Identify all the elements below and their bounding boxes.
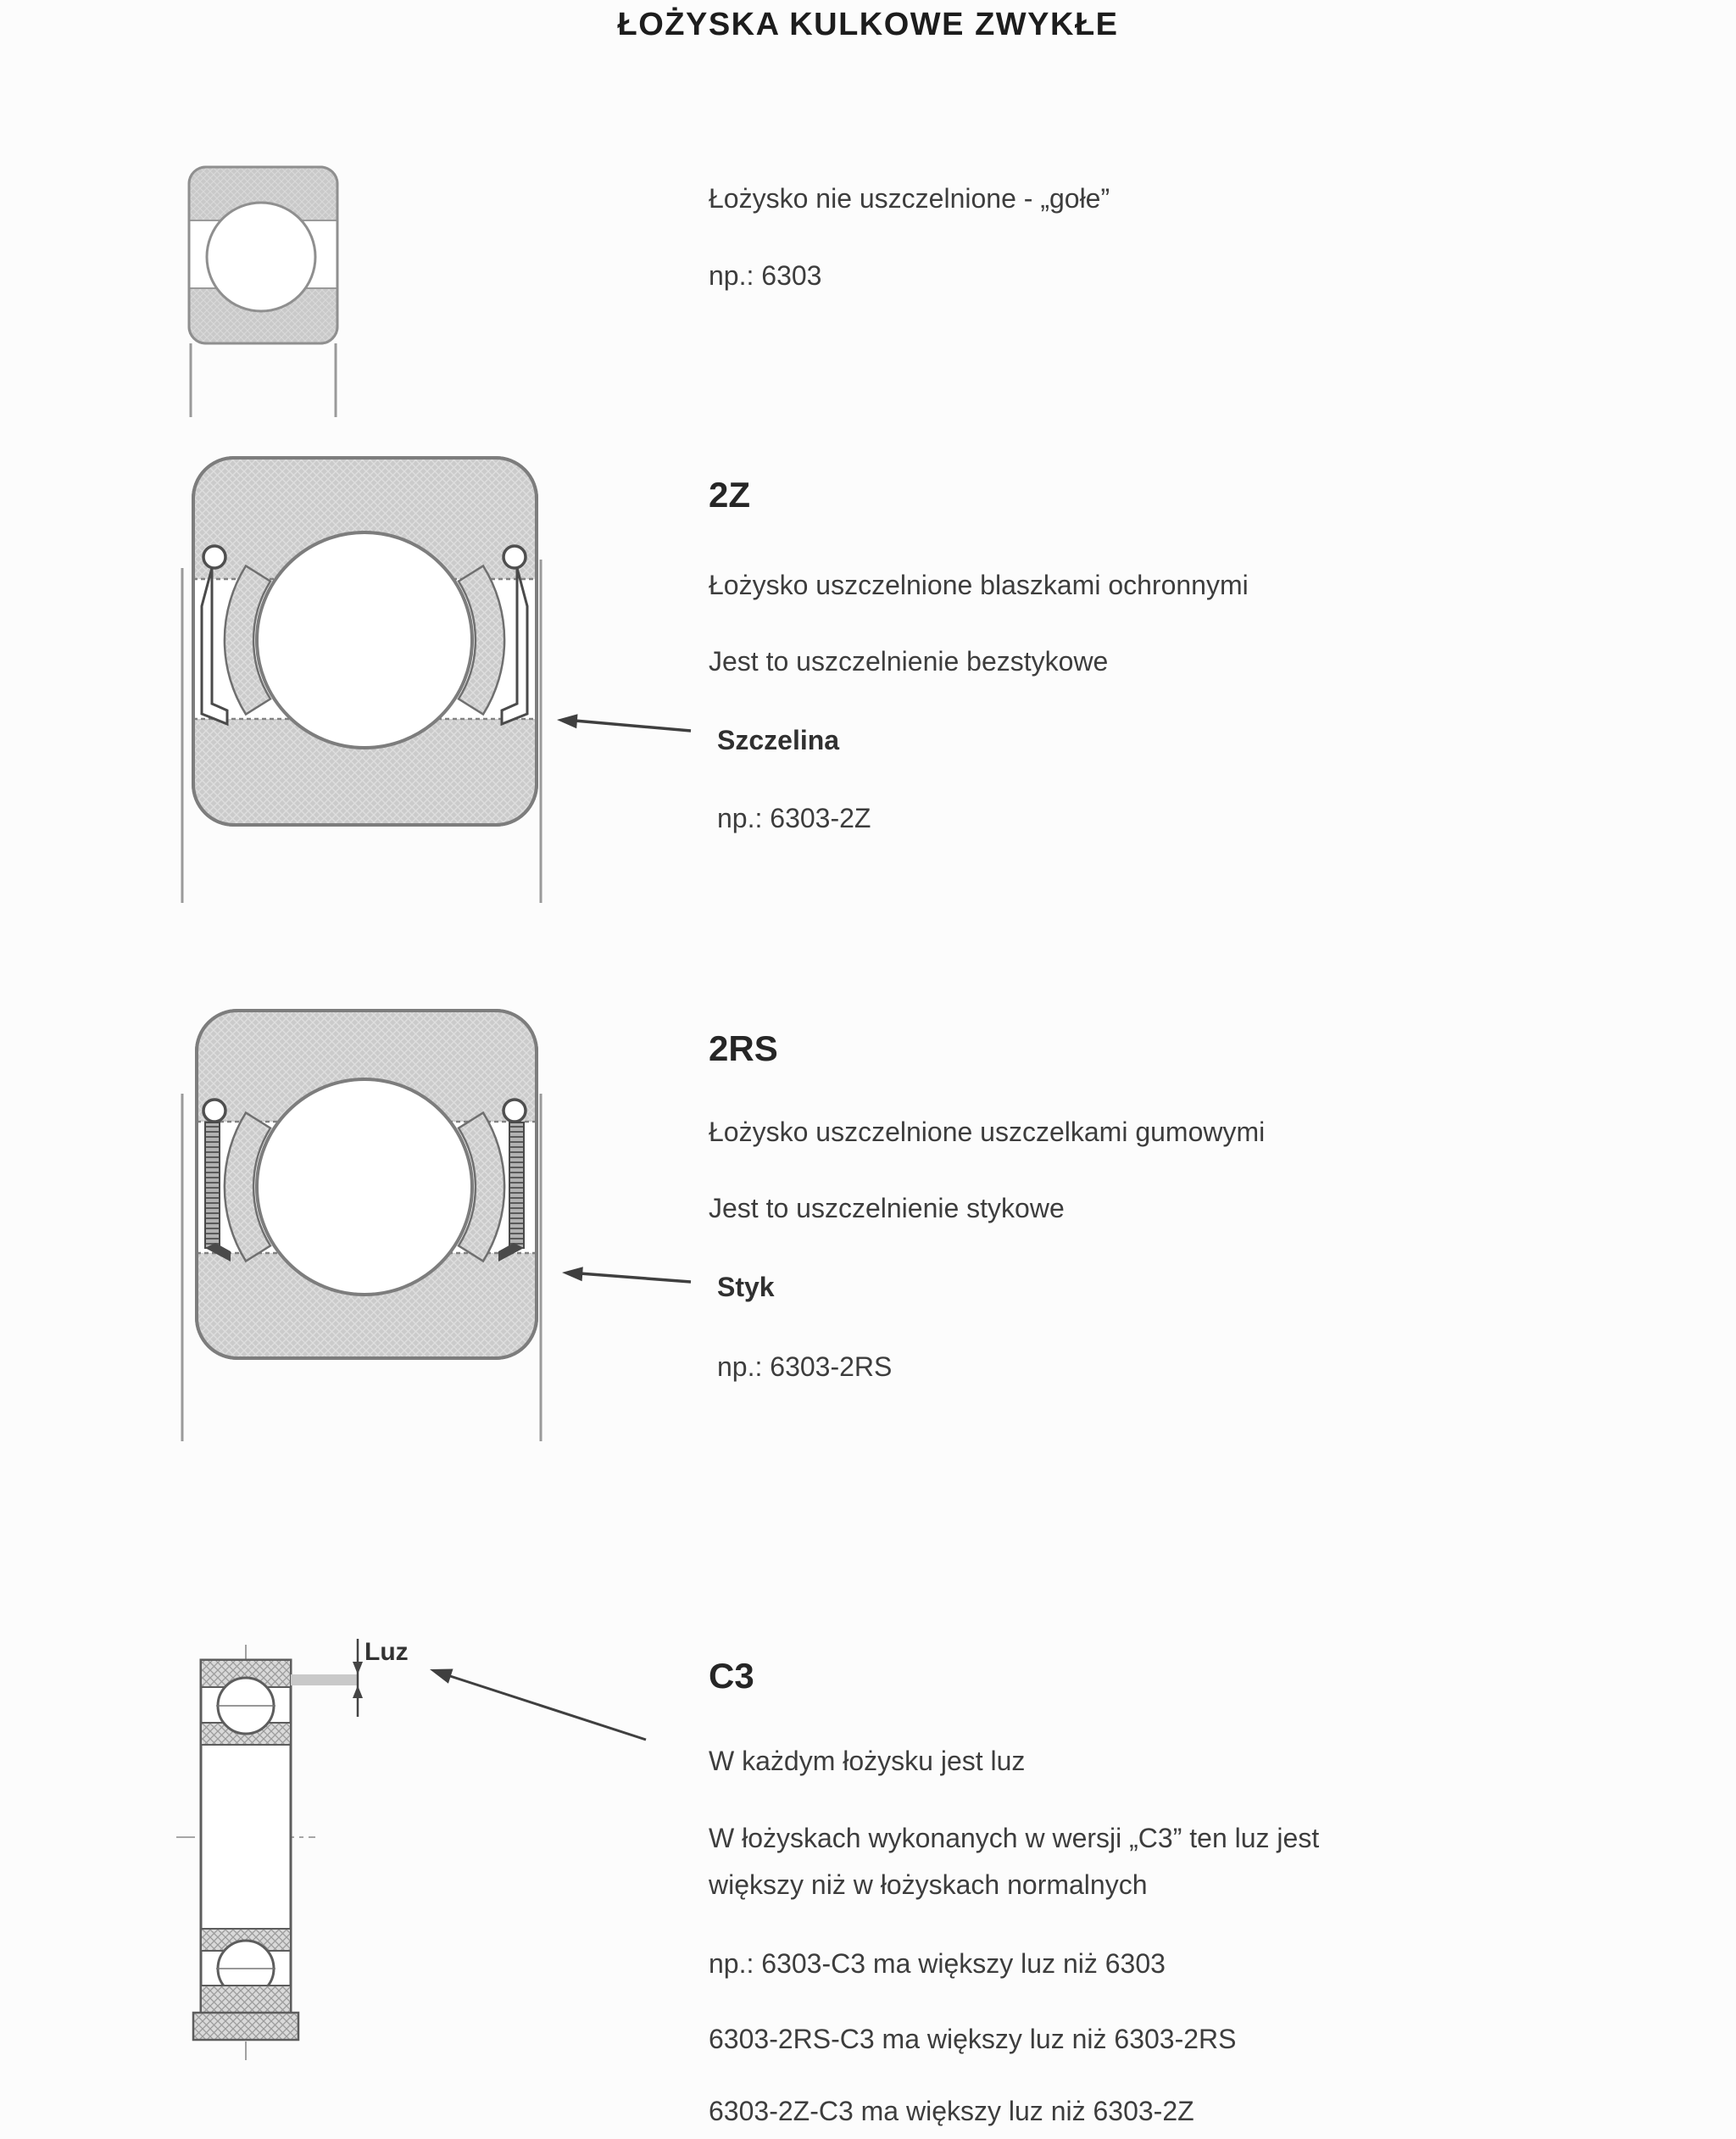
2z-example: np.: 6303-2Z (717, 803, 871, 833)
c3-line1: W każdym łożysku jest luz (709, 1746, 1026, 1776)
2rs-line1: Łożysko uszczelnione uszczelkami gumowymi (709, 1117, 1266, 1147)
ball (207, 203, 315, 311)
clearance-indicator (291, 1639, 363, 1717)
c3-heading: C3 (709, 1656, 754, 1696)
2rs-line2: Jest to uszczelnienie stykowe (709, 1193, 1065, 1223)
c3-line2a: W łożyskach wykonanych w wersji „C3” ten luz jest (709, 1823, 1320, 1853)
shaft-extension-lines (191, 343, 336, 417)
2z-line2: Jest to uszczelnienie bezstykowe (709, 646, 1109, 677)
2rs-callout-label: Styk (717, 1272, 775, 1302)
bare-description: Łożysko nie uszczelnione - „gołe” (709, 183, 1110, 214)
luz-label: Luz (364, 1638, 409, 1666)
bare-example: np.: 6303 (709, 260, 822, 291)
2z-heading: 2Z (709, 475, 751, 515)
2z-line1: Łożysko uszczelnione blaszkami ochronnymi (709, 570, 1249, 600)
c3-line2b: większy niż w łożyskach normalnych (709, 1869, 1148, 1900)
bearing-2z-diagram (153, 441, 712, 912)
c3-example2: 6303-2RS-C3 ma większy luz niż 6303-2RS (709, 2024, 1237, 2054)
2z-callout-label: Szczelina (717, 725, 840, 755)
ball (257, 532, 472, 748)
styk-callout-arrow (562, 1267, 691, 1282)
bearing-bare-diagram (159, 127, 380, 424)
c3-example3: 6303-2Z-C3 ma większy luz niż 6303-2Z (709, 2096, 1194, 2126)
clearance-bar (291, 1674, 358, 1685)
c3-example1: np.: 6303-C3 ma większy luz niż 6303 (709, 1948, 1166, 1979)
2rs-heading: 2RS (709, 1028, 778, 1068)
outer-ring-bottom (201, 1986, 291, 2013)
luz-callout-arrow (430, 1669, 646, 1741)
page-title: ŁOŻYSKA KULKOWE ZWYKŁE (617, 7, 1119, 42)
base-flange (193, 2013, 298, 2040)
2rs-example: np.: 6303-2RS (717, 1351, 893, 1382)
ball (257, 1079, 472, 1295)
bearing-c3-diagram (119, 1632, 729, 2139)
szczelina-callout-arrow (557, 714, 691, 731)
bearing-2rs-diagram (153, 992, 712, 1450)
